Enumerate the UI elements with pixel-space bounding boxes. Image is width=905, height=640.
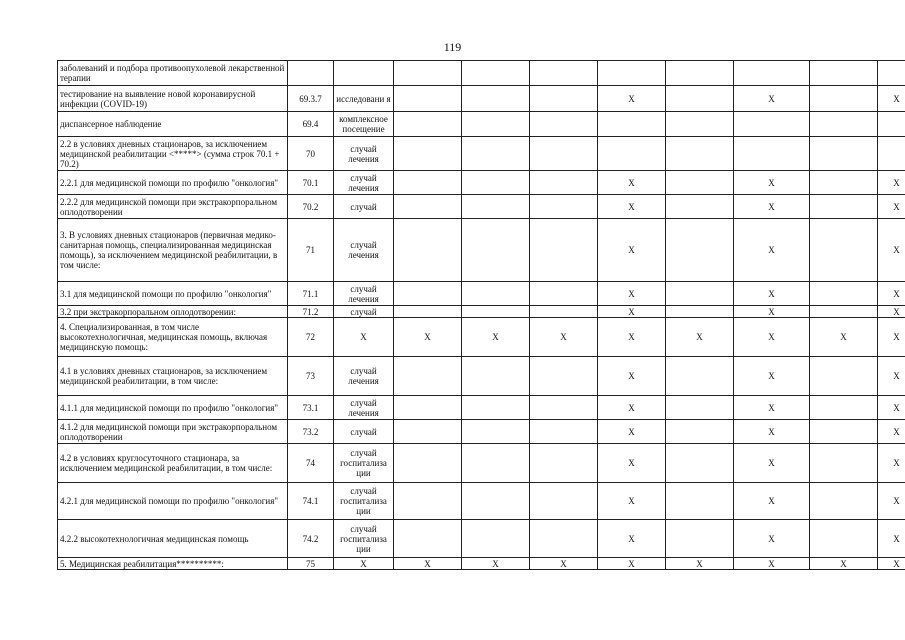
value-cell: X: [734, 86, 810, 112]
row-number-cell: 69.3.7: [288, 86, 334, 112]
value-cell: [666, 137, 734, 171]
value-cell: X: [734, 483, 810, 520]
row-number-cell: 70.2: [288, 195, 334, 219]
value-cell: X: [878, 195, 905, 219]
unit-cell: случай госпитализа ции: [334, 444, 394, 483]
row-name-cell: диспансерное наблюдение: [58, 112, 288, 137]
value-cell: X: [598, 282, 666, 306]
value-cell: X: [530, 318, 598, 357]
value-cell: [462, 282, 530, 306]
value-cell: X: [734, 444, 810, 483]
value-cell: [462, 137, 530, 171]
value-cell: [878, 112, 905, 137]
value-cell: [530, 137, 598, 171]
row-name-cell: тестирование на выявление новой коронавирусной инфекции (COVID-19): [58, 86, 288, 112]
value-cell: X: [734, 420, 810, 444]
value-cell: [810, 219, 878, 282]
value-cell: [462, 357, 530, 396]
unit-cell: случай лечения: [334, 282, 394, 306]
value-cell: [530, 444, 598, 483]
value-cell: [530, 195, 598, 219]
value-cell: X: [734, 357, 810, 396]
value-cell: X: [598, 86, 666, 112]
row-name-cell: 4. Специализированная, в том числе высокотехнологичная, медицинская помощь, включая медицинскую помощь:: [58, 318, 288, 357]
value-cell: [394, 86, 462, 112]
value-cell: [666, 357, 734, 396]
table-row: [58, 444, 905, 483]
value-cell: [810, 357, 878, 396]
value-cell: X: [878, 318, 905, 357]
value-cell: [462, 306, 530, 318]
row-number-cell: 72: [288, 318, 334, 357]
row-number-cell: 70: [288, 137, 334, 171]
value-cell: [530, 282, 598, 306]
unit-cell: случай лечения: [334, 219, 394, 282]
value-cell: X: [878, 306, 905, 318]
table-row: [58, 282, 905, 306]
value-cell: X: [462, 558, 530, 570]
value-cell: X: [598, 357, 666, 396]
value-cell: [734, 137, 810, 171]
unit-cell: исследовани я: [334, 86, 394, 112]
row-name-cell: заболеваний и подбора противоопухолевой лекарственной терапии: [58, 61, 288, 86]
value-cell: [666, 444, 734, 483]
value-cell: X: [598, 444, 666, 483]
value-cell: [810, 444, 878, 483]
table-row: [58, 137, 905, 171]
value-cell: [810, 112, 878, 137]
value-cell: [394, 61, 462, 86]
unit-cell: [334, 61, 394, 86]
value-cell: [462, 520, 530, 558]
row-number-cell: 74: [288, 444, 334, 483]
value-cell: [666, 282, 734, 306]
value-cell: [598, 61, 666, 86]
value-cell: X: [734, 520, 810, 558]
row-number-cell: 75: [288, 558, 334, 570]
value-cell: X: [598, 396, 666, 420]
unit-cell: случай лечения: [334, 396, 394, 420]
table-row: [58, 306, 905, 318]
value-cell: [462, 483, 530, 520]
unit-cell: случай лечения: [334, 171, 394, 195]
value-cell: [810, 171, 878, 195]
row-name-cell: 5. Медицинская реабилитация**********:: [58, 558, 288, 570]
unit-cell: случай: [334, 195, 394, 219]
row-number-cell: 69.4: [288, 112, 334, 137]
value-cell: [810, 137, 878, 171]
table-row: [58, 483, 905, 520]
value-cell: [598, 137, 666, 171]
table-row: [58, 86, 905, 112]
value-cell: [666, 396, 734, 420]
value-cell: [394, 112, 462, 137]
value-cell: X: [598, 420, 666, 444]
value-cell: X: [734, 195, 810, 219]
table-row: [58, 195, 905, 219]
value-cell: [530, 61, 598, 86]
value-cell: [462, 420, 530, 444]
value-cell: X: [394, 318, 462, 357]
value-cell: X: [734, 282, 810, 306]
row-number-cell: 73: [288, 357, 334, 396]
value-cell: [810, 86, 878, 112]
value-cell: [462, 61, 530, 86]
value-cell: X: [878, 171, 905, 195]
value-cell: [394, 420, 462, 444]
unit-cell: X: [334, 318, 394, 357]
value-cell: [878, 61, 905, 86]
row-name-cell: 4.2.1 для медицинской помощи по профилю "онкология": [58, 483, 288, 520]
table-row: [58, 171, 905, 195]
row-name-cell: 3.1 для медицинской помощи по профилю "онкология": [58, 282, 288, 306]
value-cell: X: [598, 318, 666, 357]
table-row: [58, 61, 905, 86]
value-cell: X: [878, 444, 905, 483]
value-cell: [462, 396, 530, 420]
value-cell: X: [394, 558, 462, 570]
page-number: 119: [443, 40, 462, 54]
value-cell: [810, 195, 878, 219]
unit-cell: случай лечения: [334, 357, 394, 396]
value-cell: X: [598, 558, 666, 570]
row-number-cell: 71.2: [288, 306, 334, 318]
row-name-cell: 4.1.1 для медицинской помощи по профилю "онкология": [58, 396, 288, 420]
table-row: [58, 420, 905, 444]
value-cell: X: [734, 171, 810, 195]
value-cell: X: [598, 195, 666, 219]
value-cell: X: [666, 318, 734, 357]
value-cell: [810, 61, 878, 86]
value-cell: [666, 306, 734, 318]
value-cell: [394, 219, 462, 282]
value-cell: [598, 112, 666, 137]
value-cell: [810, 396, 878, 420]
value-cell: [734, 112, 810, 137]
value-cell: [530, 483, 598, 520]
value-cell: [666, 86, 734, 112]
row-name-cell: 3. В условиях дневных стационаров (первичная медико-санитарная помощь, специализированная медицинская помощь), за исключением медицинской реабилитации, в том числе:: [58, 219, 288, 282]
value-cell: [462, 195, 530, 219]
row-name-cell: 2.2.1 для медицинской помощи по профилю "онкология": [58, 171, 288, 195]
value-cell: [462, 219, 530, 282]
unit-cell: случай госпитализа ции: [334, 483, 394, 520]
value-cell: X: [878, 420, 905, 444]
row-number-cell: 73.1: [288, 396, 334, 420]
value-cell: [394, 195, 462, 219]
value-cell: X: [810, 318, 878, 357]
row-number-cell: [288, 61, 334, 86]
table-row: [58, 558, 905, 570]
value-cell: [394, 444, 462, 483]
value-cell: X: [810, 558, 878, 570]
unit-cell: комплексное посещение: [334, 112, 394, 137]
row-number-cell: 73.2: [288, 420, 334, 444]
unit-cell: случай госпитализа ции: [334, 520, 394, 558]
unit-cell: случай: [334, 306, 394, 318]
value-cell: [878, 137, 905, 171]
value-cell: [666, 219, 734, 282]
value-cell: X: [878, 520, 905, 558]
value-cell: [462, 112, 530, 137]
value-cell: X: [878, 86, 905, 112]
value-cell: [462, 171, 530, 195]
value-cell: [666, 520, 734, 558]
value-cell: [530, 420, 598, 444]
value-cell: X: [878, 357, 905, 396]
value-cell: [810, 282, 878, 306]
row-name-cell: 2.2 в условиях дневных стационаров, за исключением медицинской реабилитации <*****> (сумма строк 70.1 + 70.2): [58, 137, 288, 171]
value-cell: X: [734, 219, 810, 282]
row-number-cell: 74.1: [288, 483, 334, 520]
value-cell: [394, 520, 462, 558]
unit-cell: X: [334, 558, 394, 570]
row-name-cell: 4.2 в условиях круглосуточного стационара, за исключением медицинской реабилитации, в том числе:: [58, 444, 288, 483]
value-cell: X: [878, 219, 905, 282]
value-cell: [530, 219, 598, 282]
value-cell: [530, 112, 598, 137]
row-number-cell: 74.2: [288, 520, 334, 558]
value-cell: [394, 137, 462, 171]
value-cell: X: [462, 318, 530, 357]
value-cell: [666, 171, 734, 195]
value-cell: X: [598, 219, 666, 282]
value-cell: [734, 61, 810, 86]
value-cell: [666, 420, 734, 444]
value-cell: [530, 357, 598, 396]
row-number-cell: 71: [288, 219, 334, 282]
value-cell: [394, 282, 462, 306]
value-cell: X: [878, 282, 905, 306]
row-name-cell: 4.2.2 высокотехнологичная медицинская помощь: [58, 520, 288, 558]
value-cell: X: [878, 558, 905, 570]
value-cell: [810, 306, 878, 318]
value-cell: X: [734, 306, 810, 318]
value-cell: X: [734, 396, 810, 420]
table-row: [58, 112, 905, 137]
row-name-cell: 2.2.2 для медицинской помощи при экстракорпоральном оплодотворении: [58, 195, 288, 219]
value-cell: X: [878, 396, 905, 420]
row-number-cell: 71.1: [288, 282, 334, 306]
row-name-cell: 3.2 при экстракорпоральном оплодотворении:: [58, 306, 288, 318]
value-cell: [462, 86, 530, 112]
value-cell: X: [598, 483, 666, 520]
table-row: [58, 219, 905, 282]
value-cell: X: [734, 318, 810, 357]
value-cell: [666, 112, 734, 137]
unit-cell: случай: [334, 420, 394, 444]
value-cell: [666, 483, 734, 520]
unit-cell: случай лечения: [334, 137, 394, 171]
row-name-cell: 4.1 в условиях дневных стационаров, за исключением медицинской реабилитации, в том числе:: [58, 357, 288, 396]
table-row: [58, 357, 905, 396]
value-cell: [394, 483, 462, 520]
value-cell: [810, 483, 878, 520]
value-cell: X: [530, 558, 598, 570]
value-cell: X: [598, 306, 666, 318]
value-cell: [394, 171, 462, 195]
value-cell: [666, 61, 734, 86]
value-cell: [530, 171, 598, 195]
value-cell: [530, 520, 598, 558]
value-cell: [530, 306, 598, 318]
value-cell: [394, 396, 462, 420]
table-row: [58, 318, 905, 357]
value-cell: X: [878, 483, 905, 520]
value-cell: X: [598, 520, 666, 558]
value-cell: X: [666, 558, 734, 570]
value-cell: [462, 444, 530, 483]
value-cell: [530, 86, 598, 112]
row-name-cell: 4.1.2 для медицинской помощи при экстракорпоральном оплодотворении: [58, 420, 288, 444]
value-cell: X: [598, 171, 666, 195]
value-cell: X: [734, 558, 810, 570]
value-cell: [810, 420, 878, 444]
value-cell: [530, 396, 598, 420]
table-row: [58, 520, 905, 558]
data-table: [57, 60, 905, 570]
value-cell: [394, 306, 462, 318]
table-row: [58, 396, 905, 420]
row-number-cell: 70.1: [288, 171, 334, 195]
value-cell: [394, 357, 462, 396]
value-cell: [666, 195, 734, 219]
value-cell: [810, 520, 878, 558]
